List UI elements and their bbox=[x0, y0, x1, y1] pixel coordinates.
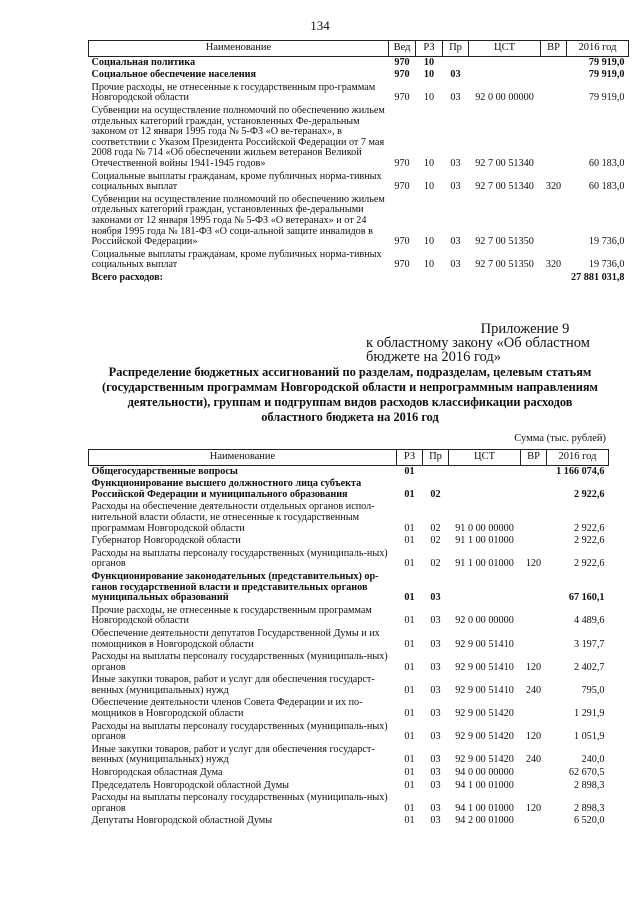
table-row bbox=[89, 194, 629, 249]
table-row bbox=[89, 272, 629, 285]
cell-cst: 94 2 00 01000 bbox=[455, 815, 514, 827]
cell-amount: 60 183,0 bbox=[588, 181, 625, 193]
cell-name: Расходы на выплаты персоналу государственных (муниципаль-ных) органов bbox=[91, 547, 388, 570]
cell-cst bbox=[469, 272, 541, 285]
cell-cst: 92 9 00 51420 bbox=[455, 708, 514, 720]
cell-name: Субвенции на осуществление полномочий по обеспечению жильем отдельных категорий граждан, установленных фе-деральными законами от 12 января 1995 года № 5-ФЗ «О ветеранах» и от 24 ноября 1995 года № 181-ФЗ «О соци-альной защите инвалидов в Российской Федерации» bbox=[91, 193, 385, 248]
cell-vr: 320 bbox=[545, 181, 562, 193]
cell-name: Социальные выплаты гражданам, кроме публичных норма-тивных социальных выплат bbox=[91, 170, 382, 193]
cell-pr: 02 bbox=[430, 488, 441, 500]
cell-vr bbox=[541, 82, 567, 105]
cell-rz: 01 bbox=[404, 779, 415, 791]
cell-name: Расходы на выплаты персоналу государственных (муниципаль-ных) органов bbox=[91, 651, 388, 673]
cell-pr: 03 bbox=[430, 592, 441, 604]
cell-pr: 03 bbox=[450, 259, 461, 271]
cell-amount: 1 051,9 bbox=[573, 731, 605, 743]
cell-pr: 03 bbox=[430, 661, 441, 673]
cell-rz: 10 bbox=[423, 157, 435, 169]
expenditure-distribution-table bbox=[88, 449, 609, 828]
table-row bbox=[89, 501, 609, 535]
cell-ved bbox=[389, 272, 416, 285]
cell-amount: 2 922,6 bbox=[573, 535, 605, 547]
cell-vr bbox=[521, 780, 547, 793]
cell-vr: 240 bbox=[525, 684, 542, 696]
cell-pr: 03 bbox=[430, 815, 441, 827]
table-row bbox=[89, 535, 609, 548]
table1-header-ved: Вед bbox=[389, 41, 416, 57]
table1-header-name: Наименование bbox=[89, 41, 389, 57]
cell-vr bbox=[521, 815, 547, 828]
cell-cst: 92 7 00 51350 bbox=[475, 259, 534, 271]
cell-amount: 60 183,0 bbox=[588, 157, 625, 169]
cell-pr: 03 bbox=[450, 181, 461, 193]
cell-cst: 94 1 00 01000 bbox=[455, 802, 514, 814]
table-row bbox=[89, 478, 609, 501]
cell-pr: 03 bbox=[430, 638, 441, 650]
cell-name: Прочие расходы, не отнесенные к государственным программам Новгородской области bbox=[91, 604, 372, 627]
table-row bbox=[89, 721, 609, 744]
table2-header-row bbox=[89, 450, 609, 466]
cell-pr bbox=[423, 465, 449, 478]
table-row bbox=[89, 69, 629, 82]
cell-rz: 01 bbox=[404, 465, 415, 477]
cell-name: Депутаты Новгородской областной Думы bbox=[91, 815, 273, 827]
cell-amount: 1 166 074,6 bbox=[556, 465, 605, 477]
cell-pr: 03 bbox=[430, 754, 441, 766]
cell-ved: 970 bbox=[394, 69, 410, 81]
cell-rz: 01 bbox=[404, 684, 415, 696]
cell-ved: 970 bbox=[394, 56, 410, 68]
table-row bbox=[89, 465, 609, 478]
cell-ved: 970 bbox=[394, 181, 410, 193]
cell-amount: 2 402,7 bbox=[573, 661, 605, 673]
cell-amount: 2 898,3 bbox=[573, 779, 605, 791]
cell-vr bbox=[521, 478, 547, 501]
page-number: 134 bbox=[310, 18, 330, 33]
cell-vr: 120 bbox=[525, 802, 542, 814]
cell-cst: 92 0 00 00000 bbox=[455, 615, 514, 627]
cell-vr bbox=[541, 272, 567, 285]
cell-vr bbox=[541, 69, 567, 82]
cell-amount: 4 489,6 bbox=[573, 615, 605, 627]
table-row bbox=[89, 780, 609, 793]
table-row bbox=[89, 651, 609, 674]
cell-vr bbox=[541, 194, 567, 249]
cell-amount: 795,0 bbox=[581, 684, 605, 696]
appendix-line-2: к областному закону «Об областном bbox=[366, 335, 590, 351]
table-row bbox=[89, 674, 609, 697]
cell-pr: 03 bbox=[430, 779, 441, 791]
cell-amount: 62 670,5 bbox=[568, 767, 605, 779]
cell-pr: 03 bbox=[450, 92, 461, 104]
cell-pr: 02 bbox=[430, 535, 441, 547]
cell-vr: 120 bbox=[525, 731, 542, 743]
cell-name: Расходы на обеспечение деятельности отдельных органов испол-нительной власти области, не отнесенные к государственным программам Новгородской области bbox=[91, 501, 375, 534]
cell-cst: 92 9 00 51410 bbox=[455, 684, 514, 696]
table-row bbox=[89, 56, 629, 69]
table2-header-pr: Пр bbox=[423, 450, 449, 466]
cell-rz: 01 bbox=[404, 558, 415, 570]
cell-rz: 01 bbox=[404, 802, 415, 814]
cell-vr: 320 bbox=[545, 259, 562, 271]
cell-vr: 120 bbox=[525, 558, 542, 570]
cell-name: Прочие расходы, не отнесенные к государственным про-граммам Новгородской области bbox=[91, 81, 376, 104]
table-row bbox=[89, 697, 609, 720]
cell-name: Функционирование законодательных (представительных) ор-ганов государственной власти и представительных органов муниципальных образований bbox=[91, 570, 379, 604]
cell-pr: 03 bbox=[450, 69, 461, 81]
cell-amount: 6 520,0 bbox=[573, 815, 605, 827]
cell-vr bbox=[521, 465, 547, 478]
cell-cst: 94 1 00 01000 bbox=[455, 779, 514, 791]
cell-rz: 10 bbox=[423, 92, 435, 104]
cell-name: Председатель Новгородской областной Думы bbox=[91, 779, 289, 791]
table2-header-vr: ВР bbox=[521, 450, 547, 466]
cell-vr bbox=[521, 697, 547, 720]
cell-amount: 67 160,1 bbox=[568, 592, 605, 604]
cell-rz: 01 bbox=[404, 815, 415, 827]
cell-cst bbox=[469, 56, 541, 69]
cell-amount: 1 291,9 bbox=[573, 708, 605, 720]
cell-amount: 3 197,7 bbox=[573, 638, 605, 650]
table-row bbox=[89, 628, 609, 651]
cell-pr: 03 bbox=[430, 708, 441, 720]
cell-pr bbox=[443, 272, 469, 285]
cell-vr bbox=[521, 605, 547, 628]
cell-amount: 2 898,3 bbox=[573, 802, 605, 814]
cell-cst: 92 7 00 51340 bbox=[475, 157, 534, 169]
cell-rz: 01 bbox=[404, 592, 415, 604]
cell-name: Обеспечение деятельности депутатов Государственной Думы и их помощников в Новгородской области bbox=[91, 627, 380, 650]
table-row bbox=[89, 605, 609, 628]
cell-rz: 10 bbox=[423, 259, 435, 271]
cell-vr bbox=[521, 767, 547, 780]
cell-pr: 03 bbox=[430, 684, 441, 696]
cell-rz: 10 bbox=[423, 236, 435, 248]
cell-cst bbox=[449, 478, 521, 501]
table2-header-rz: РЗ bbox=[397, 450, 423, 466]
cell-amount: 19 736,0 bbox=[588, 236, 625, 248]
cell-name: Функционирование высшего должностного лица субъекта Российской Федерации и муниципального образования bbox=[91, 478, 362, 500]
cell-pr: 03 bbox=[430, 767, 441, 779]
cell-cst: 94 0 00 00000 bbox=[455, 767, 514, 779]
cell-amount: 19 736,0 bbox=[588, 259, 625, 271]
cell-name: Социальная политика bbox=[91, 56, 196, 68]
cell-rz: 01 bbox=[404, 615, 415, 627]
cell-name: Губернатор Новгородской области bbox=[91, 535, 241, 547]
cell-cst: 92 7 00 51340 bbox=[475, 181, 534, 193]
cell-amount: 79 919,0 bbox=[588, 69, 625, 81]
cell-amount: 79 919,0 bbox=[588, 56, 625, 68]
table-row bbox=[89, 249, 629, 272]
cell-pr: 02 bbox=[430, 558, 441, 570]
cell-name: Иные закупки товаров, работ и услуг для обеспечения государст-венных (муниципальных) нужд bbox=[91, 743, 375, 766]
cell-rz: 01 bbox=[404, 488, 415, 500]
expenditure-table-continued bbox=[88, 40, 629, 284]
cell-name: Субвенции на осуществление полномочий по обеспечению жильем отдельных категорий граждан, установленных Фе-деральным законом от 12 января 1995 года № 5-ФЗ «О ве-теранах», в соответствии с Указом Президента Российской Федерации от 7 мая 2008 года № 714 «Об обеспечении жильем ветеранов Великой Отечественной войны 1941-1945 годов» bbox=[91, 104, 385, 169]
table-row bbox=[89, 82, 629, 105]
cell-cst: 92 9 00 51420 bbox=[455, 754, 514, 766]
cell-rz: 01 bbox=[404, 661, 415, 673]
cell-vr bbox=[521, 628, 547, 651]
cell-ved: 970 bbox=[394, 157, 410, 169]
table1-header-rz: РЗ bbox=[416, 41, 443, 57]
cell-cst: 92 9 00 51420 bbox=[455, 731, 514, 743]
cell-cst: 91 0 00 00000 bbox=[455, 522, 514, 534]
cell-rz: 01 bbox=[404, 522, 415, 534]
cell-cst bbox=[449, 465, 521, 478]
cell-name: Обеспечение деятельности членов Совета Федерации и их по-мощников в Новгородской области bbox=[91, 697, 363, 720]
table-row bbox=[89, 105, 629, 171]
appendix-block bbox=[366, 322, 616, 364]
cell-ved: 970 bbox=[394, 92, 410, 104]
cell-pr: 02 bbox=[430, 522, 441, 534]
appendix-line-3: бюджете на 2016 год» bbox=[366, 349, 502, 365]
cell-amount: 240,0 bbox=[581, 754, 605, 766]
cell-pr: 03 bbox=[450, 157, 461, 169]
table1-header-cst: ЦСТ bbox=[469, 41, 541, 57]
table1-header-row bbox=[89, 41, 629, 57]
table-row bbox=[89, 792, 609, 815]
table1-header-amount: 2016 год bbox=[567, 41, 629, 57]
cell-cst: 92 7 00 51350 bbox=[475, 236, 534, 248]
cell-ved: 970 bbox=[394, 236, 410, 248]
cell-vr bbox=[541, 56, 567, 69]
cell-cst: 92 0 00 00000 bbox=[475, 92, 534, 104]
cell-cst: 92 9 00 51410 bbox=[455, 661, 514, 673]
cell-amount: 2 922,6 bbox=[573, 558, 605, 570]
table2-header-cst: ЦСТ bbox=[449, 450, 521, 466]
table1-header-pr: Пр bbox=[443, 41, 469, 57]
cell-amount: 2 922,6 bbox=[573, 488, 605, 500]
units-label: Сумма (тыс. рублей) bbox=[514, 433, 606, 444]
cell-vr bbox=[521, 535, 547, 548]
cell-pr bbox=[443, 56, 469, 69]
table-row bbox=[89, 548, 609, 571]
cell-amount: 79 919,0 bbox=[588, 92, 625, 104]
table2-header-name: Наименование bbox=[89, 450, 397, 466]
cell-name: Социальное обеспечение населения bbox=[91, 69, 257, 81]
cell-name: Расходы на выплаты персоналу государственных (муниципаль-ных) органов bbox=[91, 720, 388, 743]
cell-rz: 10 bbox=[423, 69, 435, 81]
cell-amount: 27 881 031,8 bbox=[571, 271, 625, 283]
cell-cst bbox=[449, 571, 521, 605]
table2-header-amount: 2016 год bbox=[547, 450, 609, 466]
cell-cst: 91 1 00 01000 bbox=[455, 558, 514, 570]
cell-ved: 970 bbox=[394, 259, 410, 271]
cell-pr: 03 bbox=[430, 615, 441, 627]
table2-body bbox=[89, 465, 609, 828]
table-row bbox=[89, 571, 609, 605]
cell-name: Иные закупки товаров, работ и услуг для обеспечения государст-венных (муниципальных) нужд bbox=[91, 674, 375, 696]
cell-pr: 03 bbox=[430, 802, 441, 814]
table1-header-vr: ВР bbox=[541, 41, 567, 57]
table-row bbox=[89, 171, 629, 194]
table1-body bbox=[89, 56, 629, 284]
cell-name: Общегосударственные вопросы bbox=[91, 465, 238, 477]
table-row bbox=[89, 744, 609, 767]
cell-name: Всего расходов: bbox=[91, 271, 164, 283]
cell-name: Расходы на выплаты персоналу государственных (муниципаль-ных) органов bbox=[91, 792, 388, 814]
cell-cst: 92 9 00 51410 bbox=[455, 638, 514, 650]
cell-vr: 240 bbox=[525, 754, 542, 766]
cell-pr: 03 bbox=[430, 731, 441, 743]
cell-vr bbox=[541, 105, 567, 171]
cell-vr bbox=[521, 501, 547, 535]
cell-cst: 91 1 00 01000 bbox=[455, 535, 514, 547]
cell-rz: 01 bbox=[404, 754, 415, 766]
cell-name: Новгородская областная Дума bbox=[91, 767, 223, 779]
cell-rz: 01 bbox=[404, 731, 415, 743]
table-row bbox=[89, 767, 609, 780]
cell-amount: 2 922,6 bbox=[573, 522, 605, 534]
cell-rz: 01 bbox=[404, 535, 415, 547]
cell-rz bbox=[416, 272, 443, 285]
cell-rz: 10 bbox=[423, 56, 435, 68]
cell-rz: 01 bbox=[404, 708, 415, 720]
appendix-title: Приложение 9 bbox=[480, 321, 570, 337]
cell-rz: 01 bbox=[404, 767, 415, 779]
cell-rz: 10 bbox=[423, 181, 435, 193]
cell-vr: 120 bbox=[525, 661, 542, 673]
cell-pr: 03 bbox=[450, 236, 461, 248]
cell-vr bbox=[521, 571, 547, 605]
table-row bbox=[89, 815, 609, 828]
cell-rz: 01 bbox=[404, 638, 415, 650]
cell-cst bbox=[469, 69, 541, 82]
section-heading: Распределение бюджетных ассигнований по разделам, подразделам, целевым статьям (государственным программам Новгородской области и непрограммным направлениям деятельности), группам и подгруппам видов расходов классификации расходов областного бюджета на 2016 год bbox=[101, 365, 598, 424]
cell-name: Социальные выплаты гражданам, кроме публичных норма-тивных социальных выплат bbox=[91, 248, 382, 271]
